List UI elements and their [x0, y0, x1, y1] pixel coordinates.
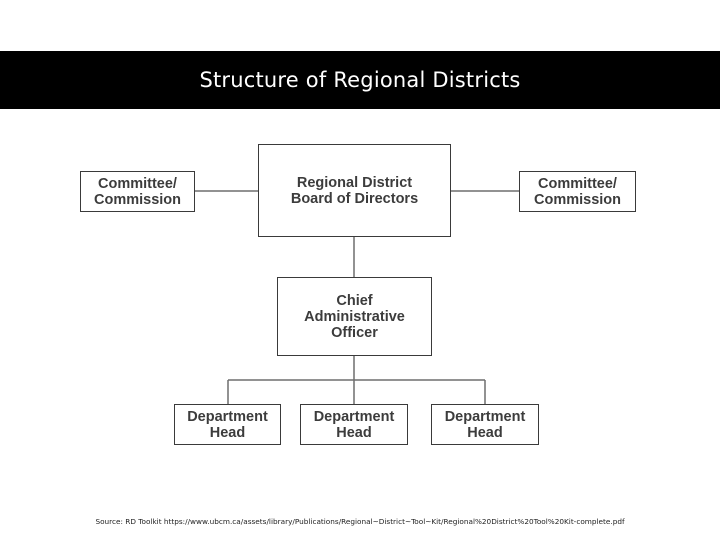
committee-commission-left-box	[80, 171, 195, 212]
chief-administrative-officer-box	[277, 277, 432, 356]
department-head-label-2: Department Head	[313, 408, 395, 441]
committee-commission-right-label: Committee/ Commission	[533, 175, 621, 208]
committee-commission-right-box	[519, 171, 636, 212]
committee-commission-left-label: Committee/ Commission	[93, 175, 181, 208]
department-head-label-3: Department Head	[444, 408, 526, 441]
board-of-directors-label: Regional District Board of Directors	[290, 174, 419, 207]
department-head-label-1: Department Head	[187, 408, 268, 441]
board-of-directors-box	[258, 144, 451, 237]
title-bar	[0, 51, 720, 109]
department-head-box-3	[431, 404, 539, 445]
source-citation: Source: RD Toolkit https://www.ubcm.ca/assets/library/Publications/Regional~District~Tool~Kit/Regional%20District%20Tool%20Kit-complete.pdf	[95, 517, 625, 526]
department-head-box-1	[174, 404, 281, 445]
chief-administrative-officer-label: Chief Administrative Officer	[304, 292, 405, 341]
slide-title: Structure of Regional Districts	[199, 68, 521, 92]
department-head-box-2	[300, 404, 408, 445]
